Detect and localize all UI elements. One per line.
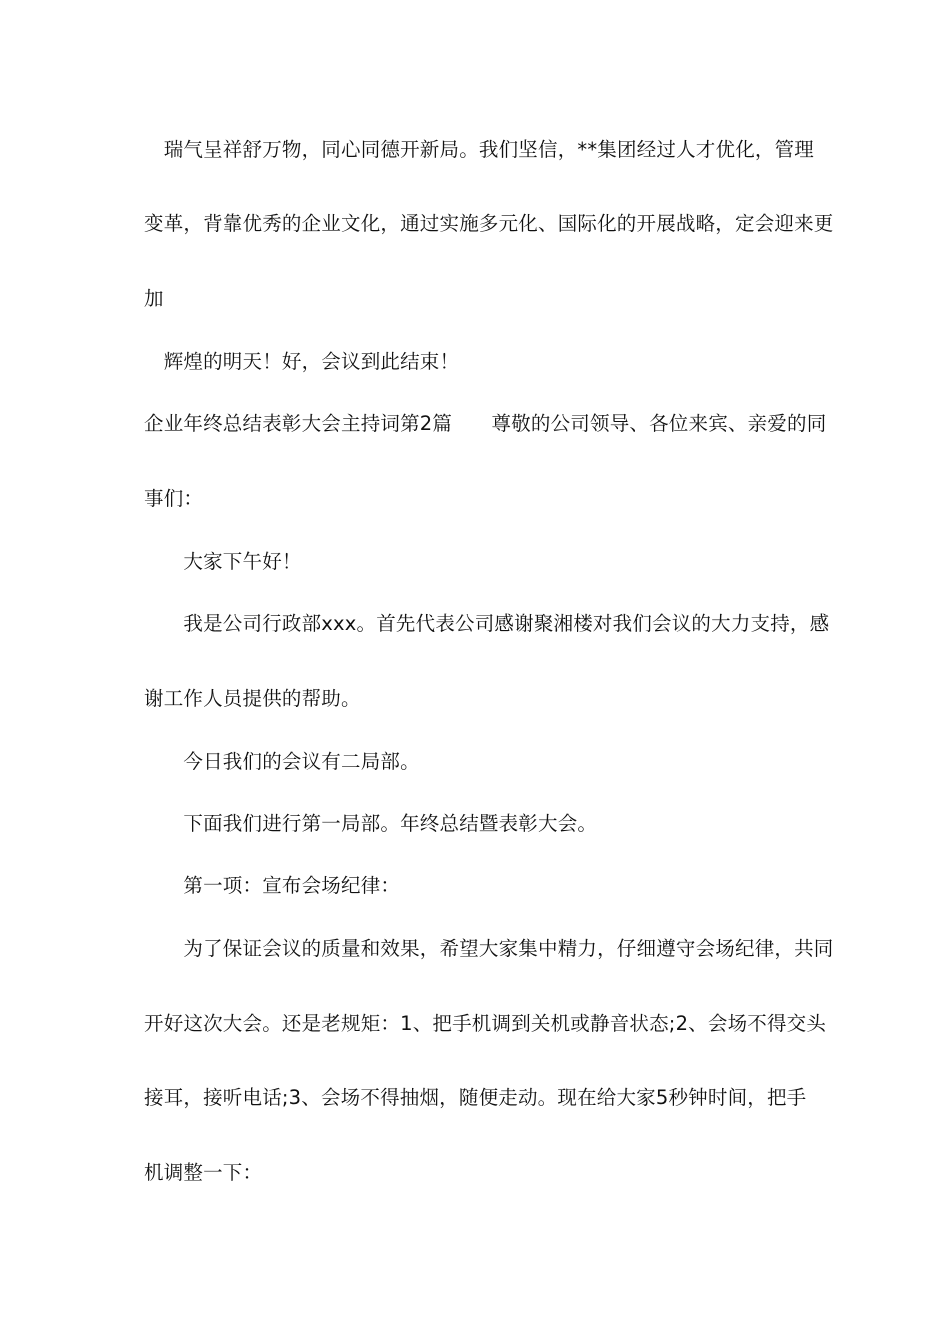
paragraph-line: 加 <box>144 287 164 310</box>
paragraph-line: 瑞气呈祥舒万物，同心同德开新局。我们坚信，**集团经过人才优化，管理 <box>144 138 815 161</box>
paragraph-line: 大家下午好！ <box>144 550 302 573</box>
paragraph-line: 谢工作人员提供的帮助。 <box>144 687 361 710</box>
paragraph-line: 我是公司行政部xxx。首先代表公司感谢聚湘楼对我们会议的大力支持，感 <box>144 612 830 635</box>
paragraph-line: 变革，背靠优秀的企业文化，通过实施多元化、国际化的开展战略，定会迎来更 <box>144 212 834 235</box>
paragraph-line: 第一项：宣布会场纪律： <box>144 874 401 897</box>
section-heading-line: 企业年终总结表彰大会主持词第2篇 尊敬的公司领导、各位来宾、亲爱的同 <box>144 412 827 435</box>
paragraph-line: 接耳，接听电话;3、会场不得抽烟，随便走动。现在给大家5秒钟时间，把手 <box>144 1086 807 1109</box>
paragraph-line: 今日我们的会议有二局部。 <box>144 750 420 773</box>
paragraph-line: 为了保证会议的质量和效果，希望大家集中精力，仔细遵守会场纪律，共同 <box>144 937 834 960</box>
paragraph-line: 下面我们进行第一局部。年终总结暨表彰大会。 <box>144 812 598 835</box>
paragraph-line: 开好这次大会。还是老规矩：1、把手机调到关机或静音状态;2、会场不得交头 <box>144 1012 827 1035</box>
paragraph-line: 辉煌的明天！好，会议到此结束！ <box>144 350 460 373</box>
paragraph-line: 机调整一下： <box>144 1161 263 1184</box>
paragraph-line: 事们： <box>144 487 204 510</box>
